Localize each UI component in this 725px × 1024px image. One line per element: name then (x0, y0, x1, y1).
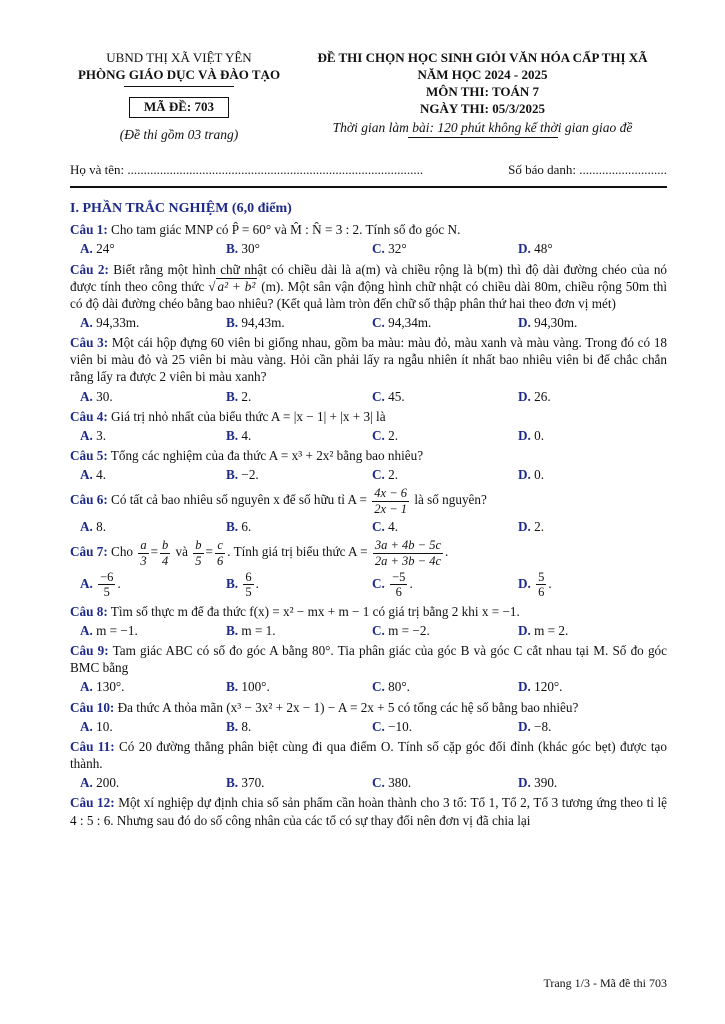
header-left-underline (124, 86, 234, 87)
option-letter: C. (372, 241, 385, 257)
option-letter: C. (372, 622, 385, 638)
option-letter: C. (372, 519, 385, 535)
exam-header (70, 50, 667, 160)
fraction-numerator: −5 (392, 570, 406, 585)
option-text: 8. (241, 718, 252, 734)
question-6 (70, 486, 667, 516)
options-9 (70, 678, 667, 695)
option-a (80, 240, 226, 257)
option-text: 10. (96, 718, 113, 734)
option-d (518, 427, 664, 444)
option-b (226, 427, 372, 444)
section-title: I. PHẦN TRẮC NGHIỆM (6,0 điểm) (70, 201, 292, 216)
question-text: Cho tam giác MNP có P̂ = 60° và M̂ : N̂ = 3 : 2. Tính số đo góc N. (111, 222, 461, 238)
fraction-numerator: 6 (245, 570, 252, 585)
option-letter: C. (372, 575, 385, 591)
options-10 (70, 718, 667, 735)
options-4 (70, 427, 667, 444)
time-note: Thời gian làm bài: 120 phút không kể thời gian giao đề (332, 119, 633, 135)
district-name: UBND THỊ XÃ VIỆT YÊN (106, 50, 252, 65)
header-left (70, 50, 288, 143)
option-c: C. $\frac{-5}{6}$ . (372, 570, 413, 600)
fraction-denominator: 6 (395, 585, 402, 600)
fraction-numerator: b (195, 538, 202, 553)
question-text: Có tất cả bao nhiêu số nguyên x để số hữu tỉ A = (111, 492, 367, 508)
option-letter: A. (80, 314, 93, 330)
option-b: B. $\frac{6}{5}$ . (226, 570, 259, 600)
option-letter: B. (226, 775, 239, 791)
header-right (298, 50, 667, 138)
sqrt-formula: a² + b² (217, 278, 256, 294)
option-text: 3. (96, 427, 107, 443)
option-letter: B. (226, 575, 239, 591)
option-letter: C. (372, 718, 385, 734)
option-text: 26. (534, 388, 551, 404)
option-text: 32° (388, 241, 407, 257)
option-letter: C. (372, 314, 385, 330)
option-d (518, 466, 664, 483)
question-text: Đa thức A thỏa mãn (x³ − 3x² + 2x − 1) − A = 2x + 5 có tổng các hệ số bằng bao nhiêu? (117, 699, 579, 715)
option-text: 370. (241, 775, 265, 791)
option-d (518, 518, 664, 535)
question-8 (70, 603, 667, 620)
option-text: 2. (388, 427, 399, 443)
option-letter: C. (372, 679, 385, 695)
option-text: −8. (534, 718, 552, 734)
option-a (80, 774, 226, 791)
question-1 (70, 221, 667, 238)
exam-page (70, 50, 667, 829)
options-2 (70, 314, 667, 331)
question-text: Giá trị nhỏ nhất của biểu thức A = |x − 1| + |x + 3| là (111, 408, 386, 424)
question-label: Câu 7: (70, 544, 108, 560)
fraction (193, 538, 203, 568)
option-letter: B. (226, 241, 239, 257)
question-text: Một cái hộp đựng 60 viên bi giống nhau, gồm ba màu: màu đỏ, màu xanh và màu vàng. Trong đó có 18 viên bi màu đỏ và 25 viên bi màu vàng. Hỏi cần phải lấy ra ngẫu nhiên ít nhất bao nhiêu viên bi để chắc chắn rằng lấy ra được 2 viên bi màu xanh? (70, 335, 668, 385)
fraction-denominator: 3 (140, 553, 147, 568)
option-letter: D. (518, 427, 531, 443)
option-a (80, 718, 226, 735)
option-b (226, 774, 372, 791)
fraction-denominator: 6 (216, 553, 224, 568)
option-letter: D. (518, 519, 531, 535)
option-a (80, 466, 226, 483)
option-text: 94,30m. (534, 314, 578, 330)
school-year: NĂM HỌC 2024 - 2025 (417, 66, 548, 82)
question-11 (70, 738, 667, 772)
option-text: 8. (96, 519, 107, 535)
option-text: 2. (534, 519, 545, 535)
option-text: 4. (96, 467, 107, 483)
option-letter: A. (80, 575, 93, 591)
question-text: Cho (111, 544, 134, 560)
question-label: Câu 3: (70, 335, 109, 351)
fraction (98, 570, 115, 600)
option-text: 130°. (96, 679, 125, 695)
question-9 (70, 642, 667, 676)
option-a (80, 388, 226, 405)
fraction (390, 570, 407, 600)
fraction (372, 486, 409, 516)
options-7 (70, 570, 667, 600)
option-letter: A. (80, 241, 93, 257)
option-a (80, 314, 226, 331)
option-d (518, 678, 664, 695)
question-text-cont: là số nguyên? (414, 492, 487, 508)
question-12 (70, 794, 667, 828)
option-d (518, 718, 664, 735)
option-text: 48° (534, 241, 553, 257)
option-b (226, 314, 372, 331)
option-b (226, 518, 372, 535)
option-c (372, 774, 518, 791)
option-a (80, 678, 226, 695)
option-letter: D. (518, 775, 531, 791)
fraction (215, 538, 225, 568)
option-text: 30. (96, 388, 113, 404)
option-text: 2. (241, 388, 252, 404)
option-c (372, 718, 518, 735)
option-c (372, 466, 518, 483)
conjunction: và (175, 544, 188, 560)
fraction-numerator: −6 (100, 570, 114, 585)
fraction-denominator: 5 (245, 585, 252, 600)
option-text: 94,43m. (241, 314, 285, 330)
option-letter: B. (226, 467, 239, 483)
question-2: Câu 2: Biết rằng một hình chữ nhật có chiều dài là a(m) và chiều rộng là b(m) thì độ dài đường chéo của nó được tính theo công thức √ a² + b² (m). Một sân vận động hình chữ nhật có chiều dài 80m, chiều rộng 50m thì có độ dài đường chéo bằng bao nhiêu? (Kết quả làm tròn đến chữ số thập phân thứ hai theo đơn vị mét) (70, 261, 668, 311)
fraction-denominator: 2x − 1 (374, 501, 408, 516)
question-7: Câu 7: Cho $\frac{a}{3}$ = $\frac{b}{4}$ và $\frac{b}{5}$ = $\frac{c}{6}$ . Tính giá trị biểu thức A = $\frac{3a + 4b - 5c}{2a + 3b - 4c}$ . (70, 538, 449, 568)
equals-sign: = (205, 544, 213, 560)
option-a (80, 518, 226, 535)
option-text: m = −1. (96, 622, 138, 638)
option-c (372, 518, 518, 535)
option-c (372, 388, 518, 405)
option-text: m = 2. (534, 622, 569, 638)
question-5 (70, 447, 667, 464)
fraction-denominator: 5 (103, 585, 110, 600)
option-c (372, 622, 518, 639)
options-5 (70, 466, 667, 483)
option-text: m = −2. (388, 622, 430, 638)
option-a (80, 427, 226, 444)
fraction-denominator: 6 (538, 585, 545, 600)
question-text: Tổng các nghiệm của đa thức A = x³ + 2x² bằng bao nhiêu? (110, 448, 424, 464)
option-b (226, 240, 372, 257)
exam-title: ĐỀ THI CHỌN HỌC SINH GIỎI VĂN HÓA CẤP THỊ XÃ (317, 50, 648, 65)
option-text: −10. (388, 718, 413, 734)
question-text: Tìm số thực m để đa thức f(x) = x² − mx + m − 1 có giá trị bằng 2 khi x = −1. (110, 603, 520, 619)
fraction (373, 538, 443, 568)
question-label: Câu 5: (70, 448, 108, 464)
question-label: Câu 1: (70, 222, 108, 238)
option-letter: C. (372, 467, 385, 483)
option-c (372, 240, 518, 257)
candidate-info (70, 162, 667, 184)
pages-note: (Đề thi gồm 03 trang) (119, 126, 239, 142)
option-letter: D. (518, 622, 531, 638)
option-a (80, 622, 226, 639)
question-label: Câu 6: (70, 492, 108, 508)
option-letter: C. (372, 427, 385, 443)
department-name: PHÒNG GIÁO DỤC VÀ ĐÀO TẠO (77, 66, 281, 82)
fraction-denominator: 2a + 3b − 4c (374, 553, 442, 568)
option-text: 45. (388, 388, 405, 404)
options-1 (70, 240, 667, 257)
option-letter: B. (226, 622, 239, 638)
option-d (518, 622, 664, 639)
option-a: A. $\frac{-6}{5}$ . (80, 570, 121, 600)
page-footer: Trang 1/3 - Mã đề thi 703 (543, 976, 667, 990)
option-text: 4. (388, 519, 399, 535)
header-divider (70, 186, 667, 188)
option-letter: D. (518, 679, 531, 695)
option-b (226, 678, 372, 695)
option-text: 390. (534, 775, 558, 791)
option-letter: A. (80, 427, 93, 443)
option-d (518, 388, 664, 405)
option-letter: B. (226, 314, 239, 330)
equals-sign: = (150, 544, 158, 560)
option-text: 30° (241, 241, 260, 257)
options-11 (70, 774, 667, 791)
option-text: 80°. (388, 679, 410, 695)
question-text: Một xí nghiệp dự định chia số sản phẩm cần hoàn thành cho 3 tổ: Tổ 1, Tổ 2, Tổ 3 tương ứng theo tỉ lệ 4 : 5 : 6. Nhưng sau đó do số công nhân của các tổ có sự thay đổi nên đơn vị đã chia lại (70, 795, 668, 828)
option-text: m = 1. (241, 622, 276, 638)
fraction (160, 538, 170, 568)
option-letter: D. (518, 718, 531, 734)
exam-date: NGÀY THI: 05/3/2025 (420, 100, 545, 116)
option-d (518, 774, 664, 791)
option-letter: C. (372, 775, 385, 791)
question-label: Câu 2: (70, 261, 109, 277)
option-letter: A. (80, 622, 93, 638)
subject: MÔN THI: TOÁN 7 (425, 83, 540, 99)
option-text: 94,33m. (96, 314, 140, 330)
question-4 (70, 408, 667, 425)
option-b (226, 718, 372, 735)
question-text: Có 20 đường thẳng phân biệt cùng đi qua điểm O. Tính số cặp góc đối đỉnh (khác góc bẹt) được tạo thành. (70, 738, 667, 772)
option-d (518, 314, 664, 331)
fraction-denominator: 4 (162, 553, 169, 568)
options-6 (70, 518, 667, 535)
option-letter: D. (518, 388, 531, 404)
question-text-cont: (m). Một sân vận động hình chữ nhật có chiều dài 80m, chiều rộng 50m thì có độ dài đường chéo bằng bao nhiêu? (Kết quả làm tròn đến chữ số thập phân thứ hai theo đơn vị mét) (70, 278, 667, 311)
question-text-cont: . Tính giá trị biểu thức A = (227, 544, 368, 560)
option-b (226, 622, 372, 639)
fraction-denominator: 5 (195, 553, 202, 568)
option-letter: D. (518, 241, 531, 257)
option-text: 2. (388, 467, 399, 483)
option-text: −2. (241, 467, 259, 483)
fraction (243, 570, 253, 600)
option-text: 0. (534, 467, 545, 483)
options-8 (70, 622, 667, 639)
option-letter: A. (80, 519, 93, 535)
candidate-name-field: Họ và tên: ........................................................................................... (70, 162, 424, 177)
option-d: D. $\frac{5}{6}$ . (518, 570, 552, 600)
option-letter: D. (518, 314, 531, 330)
option-letter: A. (80, 775, 93, 791)
option-letter: B. (226, 388, 239, 404)
exam-code: MÃ ĐỀ: 703 (129, 97, 229, 118)
fraction (536, 570, 546, 600)
option-text: 0. (534, 427, 545, 443)
question-label: Câu 11: (70, 738, 115, 754)
fraction-numerator: 4x − 6 (374, 486, 408, 501)
option-text: 94,34m. (388, 314, 432, 330)
option-c (372, 678, 518, 695)
option-b (226, 466, 372, 483)
option-letter: B. (226, 427, 239, 443)
option-letter: D. (518, 467, 531, 483)
option-letter: B. (226, 718, 239, 734)
option-text: 24° (96, 241, 115, 257)
option-text: 120°. (534, 679, 563, 695)
question-3 (70, 334, 667, 385)
option-letter: B. (226, 679, 239, 695)
option-letter: A. (80, 718, 93, 734)
question-label: Câu 4: (70, 408, 108, 424)
question-label: Câu 12: (70, 795, 115, 811)
question-text: Biết rằng một hình chữ nhật có chiều dài là a(m) và chiều rộng là b(m) thì độ dài đường chéo của nó được tính theo công thức (70, 261, 668, 294)
option-letter: C. (372, 388, 385, 404)
fraction-numerator: 3a + 4b − 5c (374, 538, 442, 553)
option-text: 100°. (241, 679, 270, 695)
fraction-numerator: 5 (538, 570, 545, 585)
question-label: Câu 8: (70, 603, 108, 619)
option-b (226, 388, 372, 405)
fraction-numerator: b (162, 538, 169, 553)
option-letter: A. (80, 467, 93, 483)
option-letter: A. (80, 679, 93, 695)
question-10 (70, 699, 667, 716)
question-label: Câu 10: (70, 699, 115, 715)
fraction-numerator: a (140, 538, 147, 553)
option-text: 6. (241, 519, 252, 535)
option-letter: D. (518, 575, 531, 591)
option-c (372, 314, 518, 331)
header-right-underline (408, 137, 558, 138)
option-c (372, 427, 518, 444)
option-d (518, 240, 664, 257)
question-text: Tam giác ABC có số đo góc A bằng 80°. Tia phân giác của góc B và góc C cắt nhau tại M. Số đo góc BMC bằng (70, 643, 667, 676)
fraction-numerator: c (215, 538, 225, 553)
option-letter: A. (80, 388, 93, 404)
fraction (138, 538, 148, 568)
options-3 (70, 388, 667, 405)
option-letter: B. (226, 519, 239, 535)
option-text: 200. (96, 775, 120, 791)
candidate-number-field: Số báo danh: ........................... (508, 162, 667, 177)
option-text: 4. (241, 427, 252, 443)
question-label: Câu 9: (70, 643, 109, 659)
option-text: 380. (388, 775, 412, 791)
